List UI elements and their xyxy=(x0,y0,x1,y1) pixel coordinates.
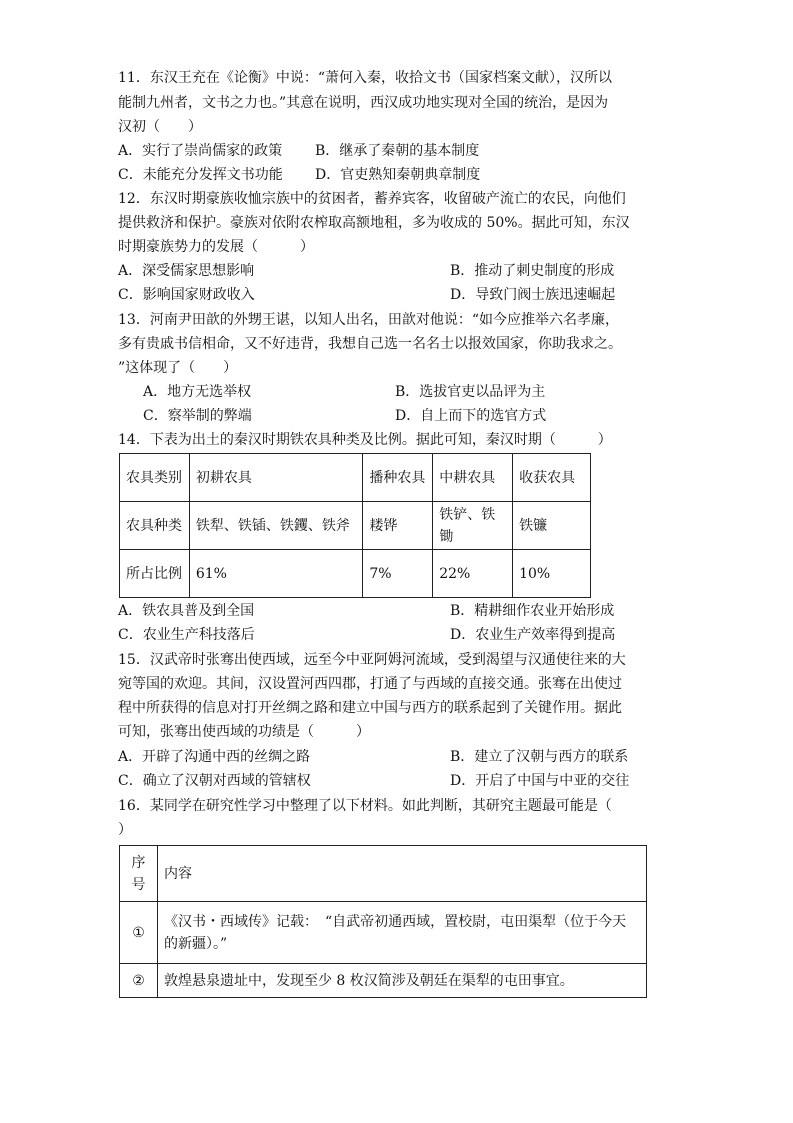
q13-line-3: ”这体现了（ ） xyxy=(118,360,238,376)
table-cell: 农具类别 xyxy=(120,454,190,502)
q13-option-a[interactable]: A．地方无选举权 xyxy=(143,384,252,400)
q16-line-1: 16．某同学在研究性学习中整理了以下材料。如此判断，其研究主题最可能是（ xyxy=(118,798,612,814)
table-header-cell: 内容 xyxy=(157,846,646,902)
q11-option-b[interactable]: B．继承了秦朝的基本制度 xyxy=(315,143,480,159)
table-cell: 铁镰 xyxy=(513,502,591,550)
table-cell: 所占比例 xyxy=(120,550,190,598)
table-cell: ② xyxy=(120,964,158,998)
q15-option-c[interactable]: C．确立了汉朝对西域的管辖权 xyxy=(118,773,311,789)
q12-option-c[interactable]: C．影响国家财政收入 xyxy=(118,287,255,303)
table-row xyxy=(120,902,647,964)
farm-tools-table xyxy=(119,453,591,598)
table-cell: 敦煌悬泉遗址中，发现至少 8 枚汉简涉及朝廷在渠犁的屯田事宜。 xyxy=(157,964,646,998)
q11-option-d[interactable]: D．官吏熟知秦朝典章制度 xyxy=(315,167,481,183)
table-cell: 22% xyxy=(433,550,513,598)
q12-line-3: 时期豪族势力的发展（ ） xyxy=(118,239,314,255)
q14-option-b[interactable]: B．精耕细作农业开始形成 xyxy=(450,603,615,619)
table-cell: 播种农具 xyxy=(363,454,433,502)
table-cell: 7% xyxy=(363,550,433,598)
q13-option-c[interactable]: C．察举制的弊端 xyxy=(143,408,252,424)
q15-option-b[interactable]: B．建立了汉朝与西方的联系 xyxy=(450,749,629,765)
q11-line-1: 11．东汉王充在《论衡》中说：“萧何入秦，收拾文书（国家档案文献），汉所以 xyxy=(118,70,612,86)
table-cell: 农具种类 xyxy=(120,502,190,550)
q11-line-3: 汉初（ ） xyxy=(118,119,202,135)
q15-option-d[interactable]: D．开启了中国与中亚的交往 xyxy=(450,773,630,789)
table-cell: 收获农具 xyxy=(513,454,591,502)
table-cell: 10% xyxy=(513,550,591,598)
table-cell: 铁铲、铁锄 xyxy=(433,502,513,550)
q11-line-2: 能制九州者，文书之力也。”其意在说明，西汉成功地实现对全国的统治，是因为 xyxy=(118,95,609,111)
research-materials-table xyxy=(119,845,647,998)
table-row xyxy=(120,964,647,998)
q12-option-b[interactable]: B．推动了刺史制度的形成 xyxy=(450,263,615,279)
table-header-cell: 序号 xyxy=(120,846,158,902)
table-cell: 《汉书・西域传》记载： “自武帝初通西域，置校尉，屯田渠犁（位于今天的新疆）。” xyxy=(157,902,646,964)
table-cell: ① xyxy=(120,902,158,964)
q15-line-2: 宛等国的欢迎。其间，汉设置河西四郡，打通了与西域的直接交通。张骞在出使过 xyxy=(118,676,622,692)
q15-line-4: 可知，张骞出使西域的功绩是（ ） xyxy=(118,724,370,740)
q11-option-a[interactable]: A．实行了崇尚儒家的政策 xyxy=(118,143,283,159)
q12-line-2: 提供救济和保护。豪族对依附农榨取高额地租，多为收成的 50%。据此可知，东汉 xyxy=(118,215,630,231)
q12-option-d[interactable]: D．导致门阀士族迅速崛起 xyxy=(450,287,616,303)
q13-option-b[interactable]: B．选拔官吏以品评为主 xyxy=(395,384,546,400)
q13-option-d[interactable]: D．自上而下的选官方式 xyxy=(395,408,547,424)
q13-line-2: 多有贵戚书信相命，又不好违背，我想自己选一名名士以报效国家，你助我求之。 xyxy=(118,336,622,352)
q11-option-c[interactable]: C．未能充分发挥文书功能 xyxy=(118,167,283,183)
q12-line-1: 12．东汉时期豪族收恤宗族中的贫困者，蓄养宾客，收留破产流亡的农民，向他们 xyxy=(118,191,626,207)
q14-option-c[interactable]: C．农业生产科技落后 xyxy=(118,627,255,643)
q15-line-3: 程中所获得的信息对打开丝绸之路和建立中国与西方的联系起到了关键作用。据此 xyxy=(118,700,622,716)
q13-line-1: 13．河南尹田歆的外甥王谌，以知人出名，田歆对他说：“如今应推举六名孝廉， xyxy=(118,312,619,328)
table-cell: 初耕农具 xyxy=(189,454,363,502)
q14-option-d[interactable]: D．农业生产效率得到提高 xyxy=(450,627,616,643)
table-cell: 铁犁、铁锸、铁钁、铁斧 xyxy=(189,502,363,550)
table-cell: 中耕农具 xyxy=(433,454,513,502)
table-cell: 耧铧 xyxy=(363,502,433,550)
q14-line-1: 14．下表为出土的秦汉时期铁农具种类及比例。据此可知，秦汉时期（ ） xyxy=(118,432,612,448)
q12-option-a[interactable]: A．深受儒家思想影响 xyxy=(118,263,255,279)
q16-line-2: ） xyxy=(118,822,132,838)
q15-option-a[interactable]: A．开辟了沟通中西的丝绸之路 xyxy=(118,749,311,765)
q15-line-1: 15．汉武帝时张骞出使西域，远至今中亚阿姆河流域，受到渴望与汉通使往来的大 xyxy=(118,652,626,668)
q14-option-a[interactable]: A．铁农具普及到全国 xyxy=(118,603,255,619)
table-cell: 61% xyxy=(189,550,363,598)
